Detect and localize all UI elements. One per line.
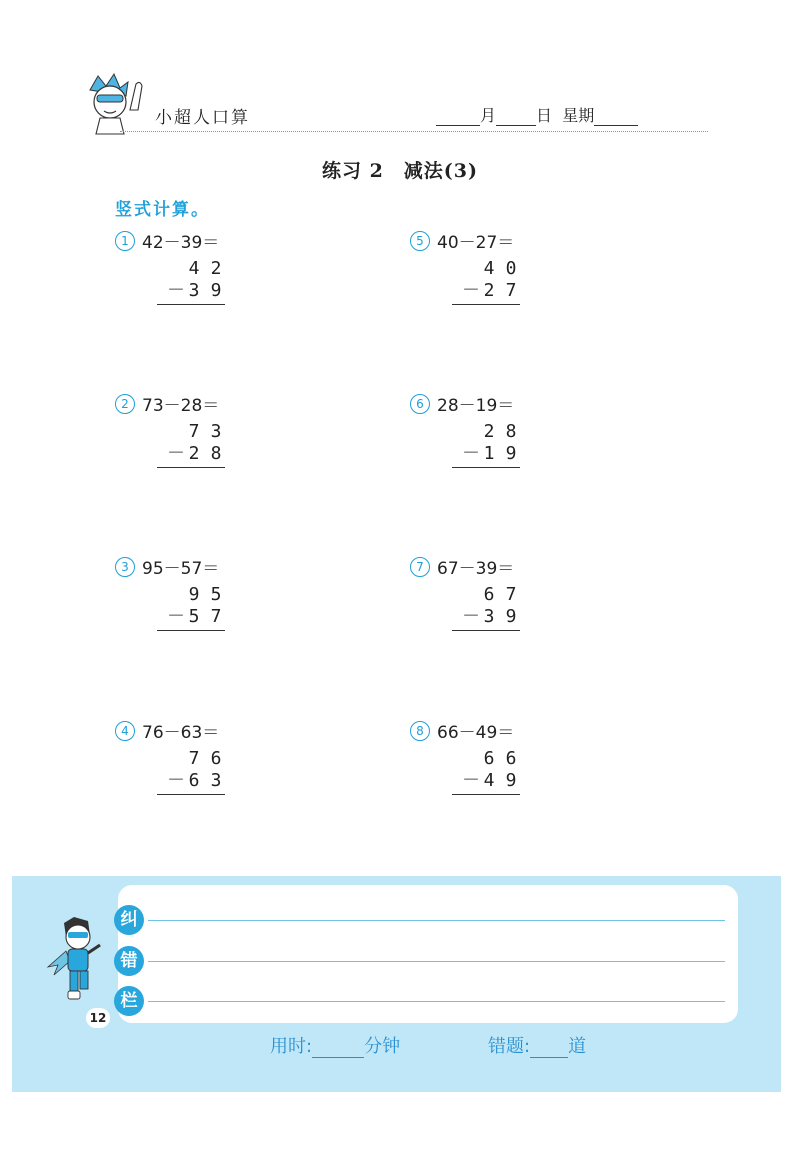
subtrahend-row [157, 280, 225, 302]
problem-8 [410, 718, 660, 828]
digit: 4 [483, 258, 495, 279]
problem-number: 4 [115, 721, 135, 741]
vertical-calculation [157, 584, 225, 628]
correction-line[interactable] [148, 920, 725, 921]
error-count-field [488, 1032, 586, 1058]
page-title: 练习 2 减法(3) [321, 160, 479, 182]
digit: 5 [210, 584, 222, 605]
month-label: 月 [480, 106, 497, 125]
brand-title: 小超人口算 [155, 108, 250, 128]
problem-expression-line [115, 391, 219, 416]
error-unit: 道 [568, 1036, 587, 1057]
problem-expression[interactable]: 42－39＝ [142, 233, 220, 253]
problem-expression[interactable]: 76－63＝ [142, 723, 220, 743]
problem-number: 1 [115, 231, 135, 251]
problem-2 [115, 391, 365, 501]
subtrahend-row [157, 606, 225, 628]
problem-expression-line [410, 554, 514, 579]
digit: 6 [210, 748, 222, 769]
vertical-calculation [157, 748, 225, 792]
weekday-blank[interactable] [594, 110, 638, 126]
problem-5 [410, 228, 660, 338]
digit: 7 [505, 584, 517, 605]
digit: 7 [505, 280, 517, 301]
page-number: 12 [86, 1008, 110, 1028]
problem-expression-line [115, 228, 219, 253]
subtrahend-row [157, 770, 225, 792]
digit: 9 [505, 770, 517, 791]
problem-expression[interactable]: 40－27＝ [437, 233, 515, 253]
problem-expression[interactable]: 28－19＝ [437, 396, 515, 416]
minus-sign: － [462, 606, 480, 627]
digit: 6 [483, 584, 495, 605]
digit: 8 [505, 421, 517, 442]
digit: 7 [188, 748, 200, 769]
digit: 0 [505, 258, 517, 279]
date-fields [436, 103, 638, 126]
subtrahend-row [452, 280, 520, 302]
answer-rule[interactable] [157, 630, 225, 631]
digit: 3 [188, 280, 200, 301]
subtrahend-row [157, 443, 225, 465]
time-label: 用时: [270, 1036, 313, 1057]
answer-rule[interactable] [157, 467, 225, 468]
problem-expression[interactable]: 67－39＝ [437, 559, 515, 579]
answer-rule[interactable] [452, 630, 520, 631]
correction-card [118, 885, 738, 1023]
correction-char-badge: 纠 [114, 905, 144, 935]
problem-expression-line [115, 554, 219, 579]
mascot-logo-icon [80, 70, 150, 136]
digit: 2 [483, 421, 495, 442]
problem-6 [410, 391, 660, 501]
digit: 7 [188, 421, 200, 442]
minus-sign: － [462, 770, 480, 791]
minus-sign: － [167, 280, 185, 301]
vertical-calculation [157, 421, 225, 465]
weekday-label: 星期 [562, 106, 595, 125]
digit: 9 [188, 584, 200, 605]
subtrahend-row [452, 443, 520, 465]
answer-rule[interactable] [157, 304, 225, 305]
digit: 1 [483, 443, 495, 464]
minus-sign: － [167, 443, 185, 464]
digit: 2 [210, 258, 222, 279]
minuend-row [157, 748, 225, 770]
problem-number: 2 [115, 394, 135, 414]
digit: 8 [210, 443, 222, 464]
correction-char-badge: 错 [114, 946, 144, 976]
problem-number: 3 [115, 557, 135, 577]
subtrahend-row [452, 770, 520, 792]
subtrahend-row [452, 606, 520, 628]
problem-expression-line [115, 718, 219, 743]
minuend-row [452, 258, 520, 280]
problem-number: 8 [410, 721, 430, 741]
problem-expression-line [410, 391, 514, 416]
time-blank[interactable] [312, 1041, 364, 1058]
problem-number: 6 [410, 394, 430, 414]
vertical-calculation [452, 748, 520, 792]
month-blank[interactable] [436, 110, 480, 126]
problem-expression[interactable]: 66－49＝ [437, 723, 515, 743]
correction-char-badge: 栏 [114, 986, 144, 1016]
digit: 3 [483, 606, 495, 627]
time-unit: 分钟 [364, 1036, 401, 1057]
problem-number: 7 [410, 557, 430, 577]
minuend-row [157, 584, 225, 606]
correction-line[interactable] [148, 961, 725, 962]
digit: 9 [505, 443, 517, 464]
problem-number: 5 [410, 231, 430, 251]
correction-line[interactable] [148, 1001, 725, 1002]
error-blank[interactable] [530, 1041, 568, 1058]
minuend-row [157, 421, 225, 443]
vertical-calculation [157, 258, 225, 302]
answer-rule[interactable] [452, 467, 520, 468]
digit: 6 [483, 748, 495, 769]
digit: 2 [188, 443, 200, 464]
digit: 6 [188, 770, 200, 791]
problem-expression-line [410, 228, 514, 253]
vertical-calculation [452, 584, 520, 628]
digit: 2 [483, 280, 495, 301]
minuend-row [452, 584, 520, 606]
header-divider [120, 131, 708, 132]
digit: 6 [505, 748, 517, 769]
digit: 3 [210, 770, 222, 791]
superhero-mascot-icon [44, 915, 110, 1005]
problem-7 [410, 554, 660, 664]
problem-expression[interactable]: 73－28＝ [142, 396, 220, 416]
vertical-calculation [452, 421, 520, 465]
problem-3 [115, 554, 365, 664]
problem-4 [115, 718, 365, 828]
digit: 4 [188, 258, 200, 279]
answer-rule[interactable] [452, 794, 520, 795]
minus-sign: － [167, 606, 185, 627]
time-used-field [270, 1032, 400, 1058]
answer-rule[interactable] [452, 304, 520, 305]
digit: 4 [483, 770, 495, 791]
minus-sign: － [167, 770, 185, 791]
minuend-row [452, 421, 520, 443]
minuend-row [157, 258, 225, 280]
vertical-calculation [452, 258, 520, 302]
day-blank[interactable] [496, 110, 536, 126]
answer-rule[interactable] [157, 794, 225, 795]
minuend-row [452, 748, 520, 770]
digit: 7 [210, 606, 222, 627]
day-label: 日 [536, 106, 553, 125]
digit: 5 [188, 606, 200, 627]
digit: 9 [505, 606, 517, 627]
problem-expression-line [410, 718, 514, 743]
error-label: 错题: [488, 1036, 531, 1057]
problem-expression[interactable]: 95－57＝ [142, 559, 220, 579]
digit: 9 [210, 280, 222, 301]
minus-sign: － [462, 280, 480, 301]
instruction-text: 竖式计算。 [115, 200, 210, 220]
problem-1 [115, 228, 365, 338]
minus-sign: － [462, 443, 480, 464]
digit: 3 [210, 421, 222, 442]
